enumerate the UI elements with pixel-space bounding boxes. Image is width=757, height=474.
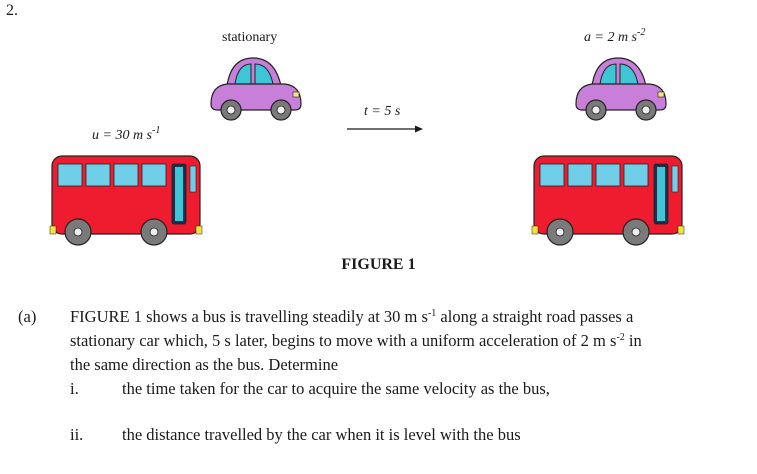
time-arrow xyxy=(345,122,425,136)
part-a-line-1: FIGURE 1 shows a bus is travelling steadily at 30 m $s^{-1}$ along a straight road passes a xyxy=(70,307,634,326)
item-i-text: the time taken for the car to acquire the same velocity as the bus, xyxy=(122,379,550,398)
part-a-line-3: the same direction as the bus. Determine xyxy=(70,355,339,374)
bus-right xyxy=(530,152,690,248)
accelerating-car xyxy=(570,52,670,124)
part-a-label: (a) xyxy=(18,307,37,326)
bus-left xyxy=(48,152,208,248)
item-ii-text: the distance travelled by the car when it is level with the bus xyxy=(122,425,521,444)
item-ii-label: ii. xyxy=(70,425,84,444)
part-a-line-2: stationary car which, 5 s later, begins to move with a uniform acceleration of 2 m $s^{-2}$ in xyxy=(70,331,642,350)
left-car-label: stationary xyxy=(222,30,278,45)
item-i-label: i. xyxy=(70,379,79,398)
bus-velocity-label: u = 30 m $s^{-1}$ xyxy=(92,125,161,143)
part-a-text xyxy=(70,305,740,377)
question-number: 2. xyxy=(6,2,18,19)
time-label: t = 5 s xyxy=(364,104,401,119)
figure-caption: FIGURE 1 xyxy=(341,256,416,273)
right-car-label: a = 2 m $s^{-2}$ xyxy=(584,27,646,45)
stationary-car xyxy=(205,52,305,124)
